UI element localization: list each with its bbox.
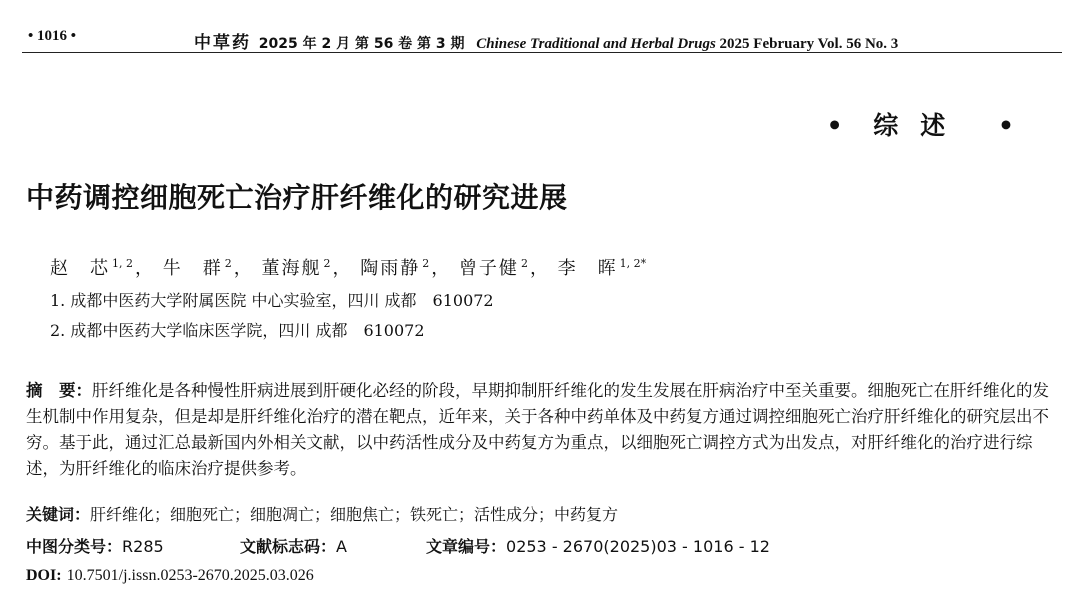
article-number-value: 0253 - 2670(2025)03 - 1016 - 12 — [506, 537, 770, 556]
column-dot-right: • — [998, 111, 1014, 140]
keywords-label: 关键词： — [26, 505, 91, 524]
column-tag — [827, 106, 1014, 142]
journal-name-en: Chinese Traditional and Herbal Drugs — [476, 36, 716, 52]
author-name: 董海舰 — [261, 258, 322, 279]
author — [50, 258, 157, 279]
author-list — [50, 254, 652, 280]
author-name: 陶雨静 — [360, 258, 421, 279]
abstract-label: 摘 要： — [26, 381, 92, 400]
keywords — [26, 502, 618, 525]
running-header — [22, 26, 1062, 53]
author-name: 曾子健 — [458, 258, 519, 279]
document-code — [240, 534, 426, 557]
author-affiliation-mark: 2 — [520, 257, 528, 270]
abstract — [26, 378, 1058, 482]
page-number: • 1016 • — [28, 28, 77, 44]
author-affiliation-mark: 2 — [422, 257, 430, 270]
issue-info-en: 2025 February Vol. 56 No. 3 — [719, 36, 899, 52]
author-name: 牛 群 — [162, 258, 223, 279]
affiliation-list — [50, 286, 494, 346]
author-separator: ， — [529, 258, 548, 279]
author — [459, 258, 552, 279]
classification-line — [26, 534, 770, 557]
column-dot-left: • — [826, 111, 843, 140]
article-number-label: 文章编号： — [426, 537, 507, 556]
doi-label: DOI: — [26, 567, 62, 584]
doi-value: 10.7501/j.issn.0253-2670.2025.03.026 — [66, 567, 314, 584]
author — [360, 258, 453, 279]
issue-info-cn: 2025 年 2 月 第 56 卷 第 3 期 — [258, 36, 465, 52]
article-title: 中药调控细胞死亡治疗肝纤维化的研究进展 — [26, 181, 568, 214]
author — [558, 258, 653, 279]
document-code-label: 文献标志码： — [240, 537, 337, 556]
affiliation-item: 2. 成都中医药大学临床医学院，四川 成都 610072 — [50, 321, 425, 340]
column-label: 综述 — [873, 111, 968, 140]
author-affiliation-mark: 1, 2 — [112, 257, 133, 270]
document-code-value: A — [336, 537, 347, 556]
abstract-text: 肝纤维化是各种慢性肝病进展到肝硬化必经的阶段，早期抑制肝纤维化的发生发展在肝病治疗中至关重要。细胞死亡在肝纤维化的发生机制中作用复杂，但是却是肝纤维化治疗的潜在靶点，近年来，关于各种中药单体及中药复方通过调控细胞死亡治疗肝纤维化的研究层出不穷。基于此，通过汇总最新国内外相关文献，以中药活性成分及中药复方为重点，以细胞死亡调控方式为出发点，对肝纤维化的治疗进行综述，为肝纤维化的临床治疗提供参考。 — [26, 381, 1049, 478]
author-affiliation-mark: 2 — [323, 257, 331, 270]
author — [261, 258, 354, 279]
author-name: 赵 芯 — [50, 258, 110, 279]
author — [163, 258, 256, 279]
doi-line — [26, 565, 314, 585]
clc-value: R285 — [122, 537, 164, 556]
clc-label: 中图分类号： — [26, 537, 123, 556]
author-separator: ， — [431, 258, 450, 279]
journal-name-cn: 中草药 — [194, 33, 251, 53]
keywords-text: 肝纤维化；细胞死亡；细胞凋亡；细胞焦亡；铁死亡；活性成分；中药复方 — [90, 505, 619, 524]
affiliation-item: 1. 成都中医药大学附属医院 中心实验室，四川 成都 610072 — [50, 291, 494, 310]
author-separator: ， — [233, 258, 252, 279]
author-separator: ， — [135, 258, 153, 279]
author-affiliation-mark: 1, 2* — [619, 257, 647, 270]
article-number — [426, 534, 770, 557]
author-affiliation-mark: 2 — [224, 257, 232, 270]
author-separator: ， — [332, 258, 351, 279]
clc-number — [26, 534, 240, 557]
author-name: 李 晖 — [557, 258, 618, 279]
journal-line — [194, 28, 898, 53]
